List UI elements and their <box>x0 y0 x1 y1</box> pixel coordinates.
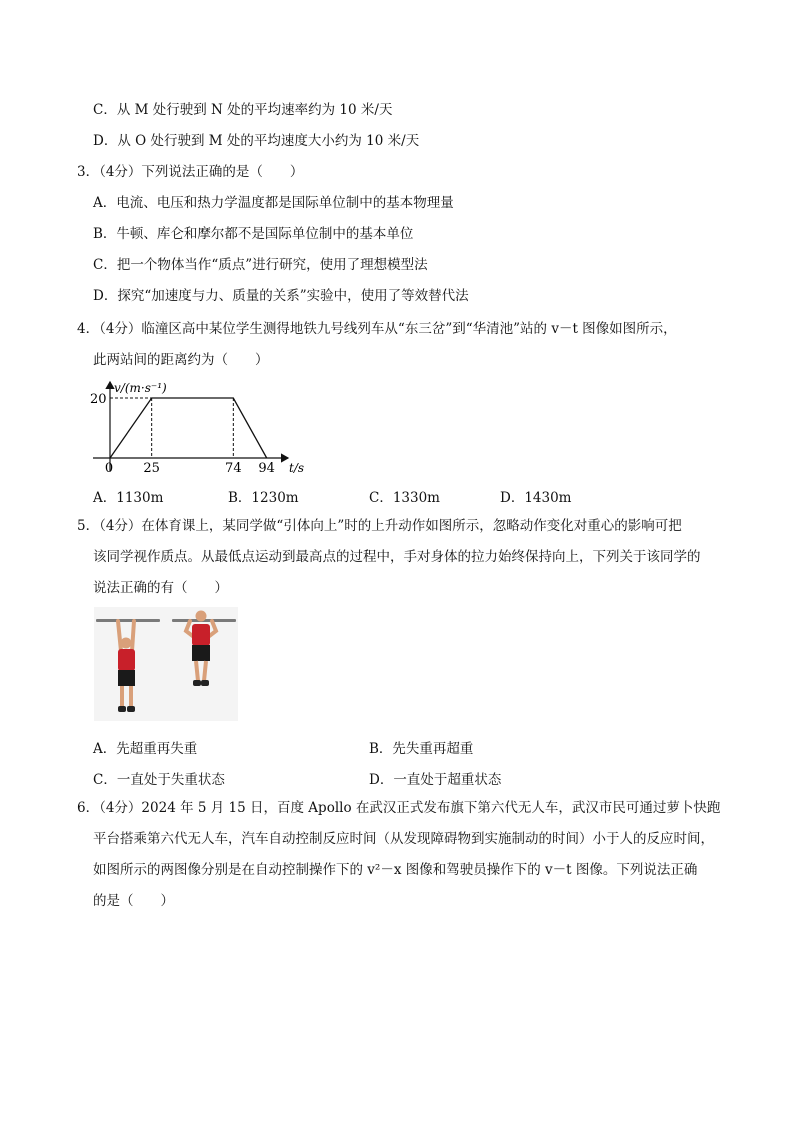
x-tick-0: 0 <box>104 461 114 476</box>
q3-option-d: D．探究“加速度与力、质量的关系”实验中，使用了等效替代法 <box>93 288 469 304</box>
q3-option-c: C．把一个物体当作“质点”进行研究，使用了理想模型法 <box>93 257 428 273</box>
q6-stem-line4: 的是（ ） <box>93 893 174 909</box>
q2-option-d: D．从 O 处行驶到 M 处的平均速度大小约为 10 米/天 <box>93 133 420 149</box>
q6-stem-line1: 6．（4分）2024 年 5 月 15 日，百度 Apollo 在武汉正式发布旗下第六代无人车，武汉市民可通过萝卜快跑 <box>77 800 721 816</box>
y-tick-20: 20 <box>90 392 107 407</box>
q4-stem-line2: 此两站间的距离约为（ ） <box>93 352 269 368</box>
q4-option-b: B．1230m <box>228 490 299 506</box>
q6-stem-line2: 平台搭乘第六代无人车，汽车自动控制反应时间（从发现障碍物到实施制动的时间）小于人的反应时间， <box>93 831 714 847</box>
q4-option-d: D．1430m <box>500 490 572 506</box>
y-axis-label: v/(m·s⁻¹) <box>114 381 167 395</box>
velocity-line <box>110 398 267 458</box>
vt-chart <box>88 376 318 476</box>
q5-stem-line3: 说法正确的有（ ） <box>93 580 228 596</box>
q5-stem-line2: 该同学视作质点。从最低点运动到最高点的过程中，手对身体的拉力始终保持向上，下列关于该同学的 <box>93 549 701 565</box>
q4-option-c: C．1330m <box>369 490 440 506</box>
x-tick-25: 25 <box>143 461 160 476</box>
q5-stem-line1: 5．（4分）在体育课上，某同学做“引体向上”时的上升动作如图所示，忽略动作变化对重心的影响可把 <box>77 518 682 534</box>
q4-stem-line1: 4．（4分）临潼区高中某位学生测得地铁九号线列车从“东三岔”到“华清池”站的 v－t 图像如图所示， <box>77 321 677 337</box>
q3-option-a: A．电流、电压和热力学温度都是国际单位制中的基本物理量 <box>93 195 454 211</box>
x-tick-74: 74 <box>225 461 242 476</box>
pull-up-figure <box>94 607 238 721</box>
q5-option-b: B．先失重再超重 <box>369 741 474 757</box>
x-tick-94: 94 <box>258 461 275 476</box>
q5-option-a: A．先超重再失重 <box>93 741 198 757</box>
q5-option-d: D．一直处于超重状态 <box>369 772 502 788</box>
x-axis-label: t/s <box>289 461 305 475</box>
q5-option-c: C．一直处于失重状态 <box>93 772 225 788</box>
q3-option-b: B．牛顿、库仑和摩尔都不是国际单位制中的基本单位 <box>93 226 414 242</box>
q6-stem-line3: 如图所示的两图像分别是在自动控制操作下的 v²－x 图像和驾驶员操作下的 v－t 图像。下列说法正确 <box>93 862 698 878</box>
q2-option-c: C．从 M 处行驶到 N 处的平均速率约为 10 米/天 <box>93 102 393 118</box>
q4-option-a: A．1130m <box>93 490 164 506</box>
q3-stem: 3．（4分）下列说法正确的是（ ） <box>77 164 304 180</box>
